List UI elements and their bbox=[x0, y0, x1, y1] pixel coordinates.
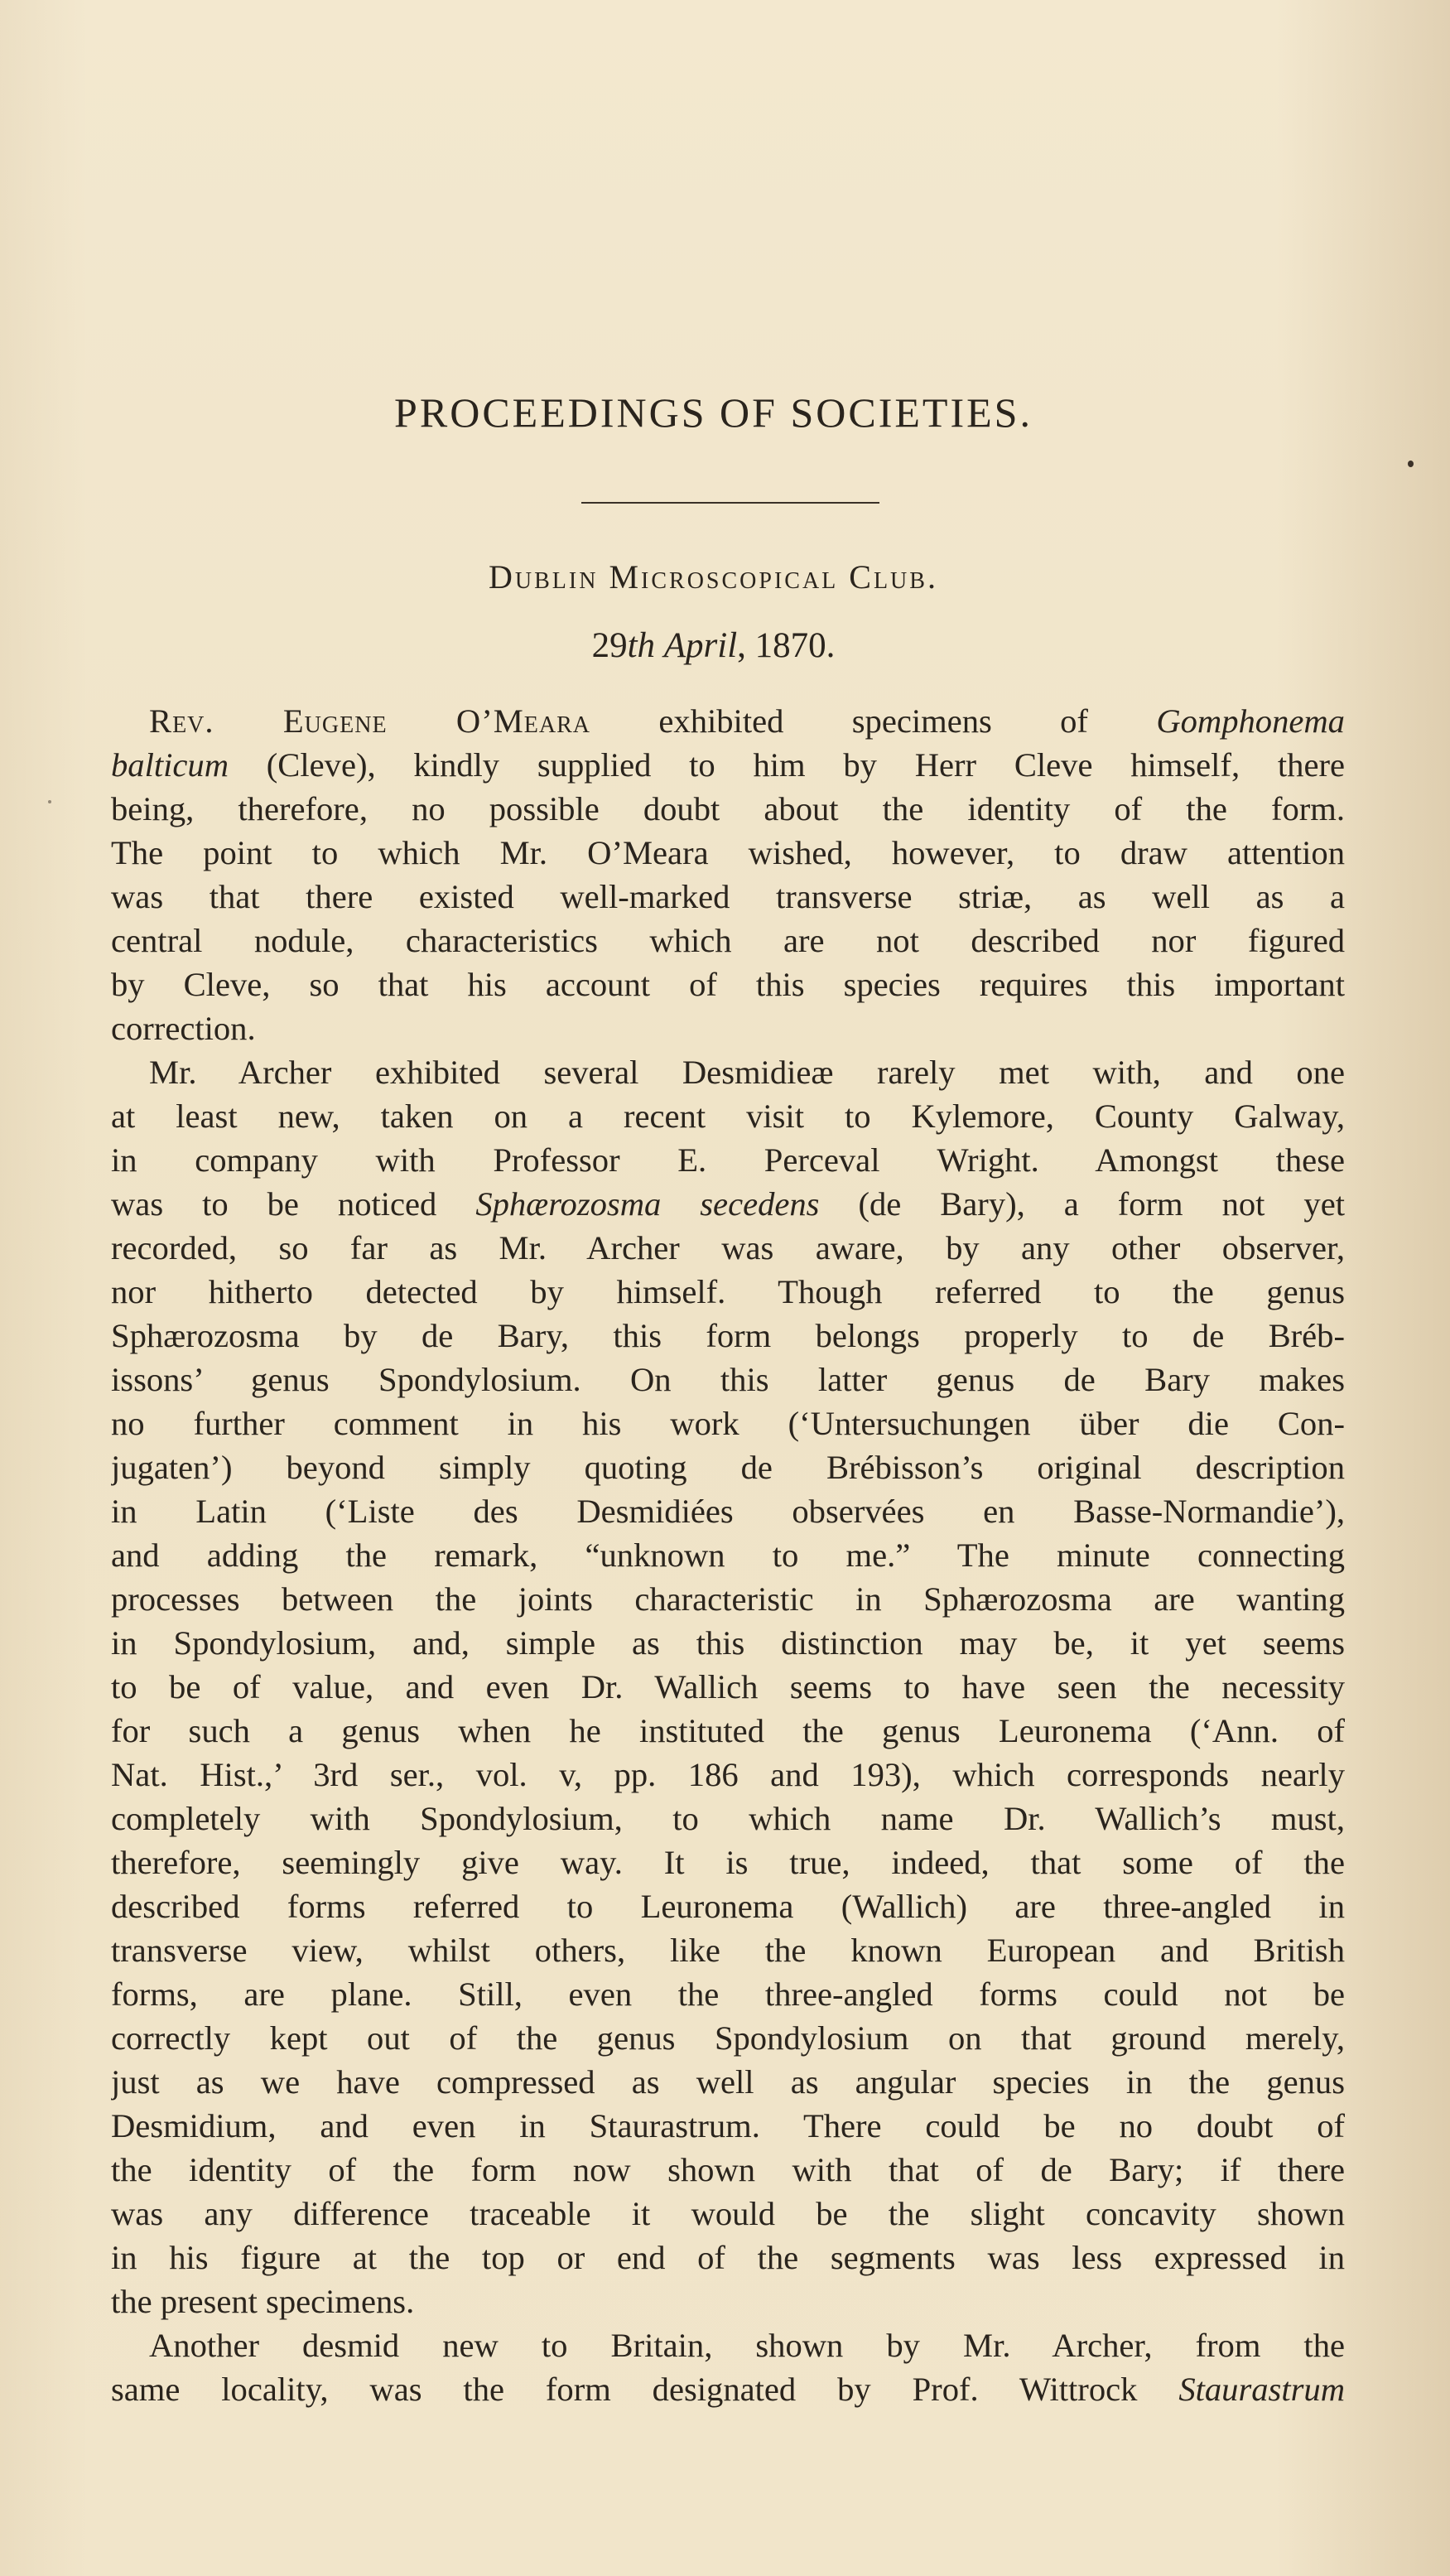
text-line: jugaten’) beyond simply quoting de Brébisson’s original description bbox=[111, 1449, 1345, 1486]
text-line: was that there existed well-marked transverse striæ, as well as a bbox=[111, 878, 1345, 915]
date-year: , 1870. bbox=[737, 626, 836, 665]
article-body bbox=[111, 699, 1345, 2411]
text-line: The point to which Mr. O’Meara wished, however, to draw attention bbox=[111, 834, 1345, 871]
text-run: (de Bary), a form not yet bbox=[819, 1185, 1345, 1223]
text-line bbox=[111, 699, 1345, 743]
date-day: 29 bbox=[591, 626, 628, 665]
text-line: correction. bbox=[111, 1010, 256, 1047]
text-line: no further comment in his work (‘Untersuchungen über die Con- bbox=[111, 1405, 1345, 1442]
text-line: the present specimens. bbox=[111, 2283, 415, 2320]
paper-spot bbox=[48, 800, 51, 803]
meeting-date bbox=[0, 625, 1427, 668]
text-line: described forms referred to Leuronema (Wallich) are three-angled in bbox=[111, 1888, 1345, 1925]
text-line: Sphærozosma by de Bary, this form belongs properly to de Bréb- bbox=[111, 1317, 1345, 1354]
speaker-name: Rev. Eugene O’Meara bbox=[149, 702, 591, 740]
species-name: Sphærozosma secedens bbox=[475, 1185, 820, 1223]
paragraph-another-desmid bbox=[111, 2323, 1345, 2411]
date-day-suffix: th bbox=[627, 626, 656, 665]
text-line bbox=[111, 743, 1345, 787]
text-run: (Cleve), kindly supplied to him by Herr Cleve himself, there bbox=[229, 746, 1345, 784]
text-line: in company with Professor E. Perceval Wright. Amongst these bbox=[111, 1141, 1345, 1179]
text-run: exhibited specimens of bbox=[590, 702, 1157, 740]
text-line: to be of value, and even Dr. Wallich seems to have seen the necessity bbox=[111, 1668, 1345, 1705]
text-line: transverse view, whilst others, like the known European and British bbox=[111, 1932, 1345, 1969]
section-heading: PROCEEDINGS OF SOCIETIES. bbox=[394, 389, 1033, 436]
date-month: April bbox=[663, 626, 738, 665]
text-line: at least new, taken on a recent visit to Kylemore, County Galway, bbox=[111, 1097, 1345, 1135]
text-line: nor hitherto detected by himself. Though referred to the genus bbox=[111, 1273, 1345, 1310]
text-line: forms, are plane. Still, even the three-angled forms could not be bbox=[111, 1975, 1345, 2013]
text-run: was to be noticed bbox=[111, 1185, 476, 1223]
text-line: therefore, seemingly give way. It is true, indeed, that some of the bbox=[111, 1844, 1345, 1881]
heading-divider bbox=[581, 502, 879, 504]
text-line bbox=[111, 1182, 1345, 1226]
text-line: the identity of the form now shown with that of de Bary; if there bbox=[111, 2151, 1345, 2188]
text-line: being, therefore, no possible doubt about the identity of the form. bbox=[111, 790, 1345, 827]
text-line: just as we have compressed as well as angular species in the genus bbox=[111, 2063, 1345, 2101]
text-line: completely with Spondylosium, to which name Dr. Wallich’s must, bbox=[111, 1800, 1345, 1837]
text-line: recorded, so far as Mr. Archer was aware, by any other observer, bbox=[111, 1229, 1345, 1266]
text-run: same locality, was the form designated by Prof. Wittrock bbox=[111, 2371, 1179, 2408]
species-name: Staurastrum bbox=[1178, 2371, 1345, 2408]
text-line: in his figure at the top or end of the segments was less expressed in bbox=[111, 2239, 1345, 2276]
text-line: Nat. Hist.,’ 3rd ser., vol. v, pp. 186 and 193), which corresponds nearly bbox=[111, 1756, 1345, 1793]
paragraph-omeara bbox=[111, 699, 1345, 1050]
text-line bbox=[111, 2367, 1345, 2411]
text-line: for such a genus when he instituted the genus Leuronema (‘Ann. of bbox=[111, 1712, 1345, 1749]
text-line: and adding the remark, “unknown to me.” The minute connecting bbox=[111, 1536, 1345, 1574]
club-name: Dublin Microscopical Club. bbox=[489, 558, 938, 596]
text-line: issons’ genus Spondylosium. On this latter genus de Bary makes bbox=[111, 1361, 1345, 1398]
text-line: Desmidium, and even in Staurastrum. There could be no doubt of bbox=[111, 2107, 1345, 2144]
text-line: processes between the joints characteristic in Sphærozosma are wanting bbox=[111, 1580, 1345, 1618]
text-line: Another desmid new to Britain, shown by Mr. Archer, from the bbox=[149, 2327, 1345, 2364]
species-name: Gomphonema bbox=[1156, 702, 1345, 740]
text-line: by Cleve, so that his account of this species requires this important bbox=[111, 966, 1345, 1003]
text-line: central nodule, characteristics which are not described nor figured bbox=[111, 922, 1345, 959]
species-name: balticum bbox=[111, 746, 229, 784]
text-line: in Spondylosium, and, simple as this distinction may be, it yet seems bbox=[111, 1624, 1345, 1662]
paragraph-archer bbox=[111, 1050, 1345, 2323]
text-line: Mr. Archer exhibited several Desmidieæ rarely met with, and one bbox=[149, 1054, 1345, 1091]
paper-spot bbox=[1408, 461, 1414, 467]
text-line: in Latin (‘Liste des Desmidiées observées en Basse-Normandie’), bbox=[111, 1493, 1345, 1530]
text-line: correctly kept out of the genus Spondylosium on that ground merely, bbox=[111, 2019, 1345, 2057]
text-line: was any difference traceable it would be the slight concavity shown bbox=[111, 2195, 1345, 2232]
